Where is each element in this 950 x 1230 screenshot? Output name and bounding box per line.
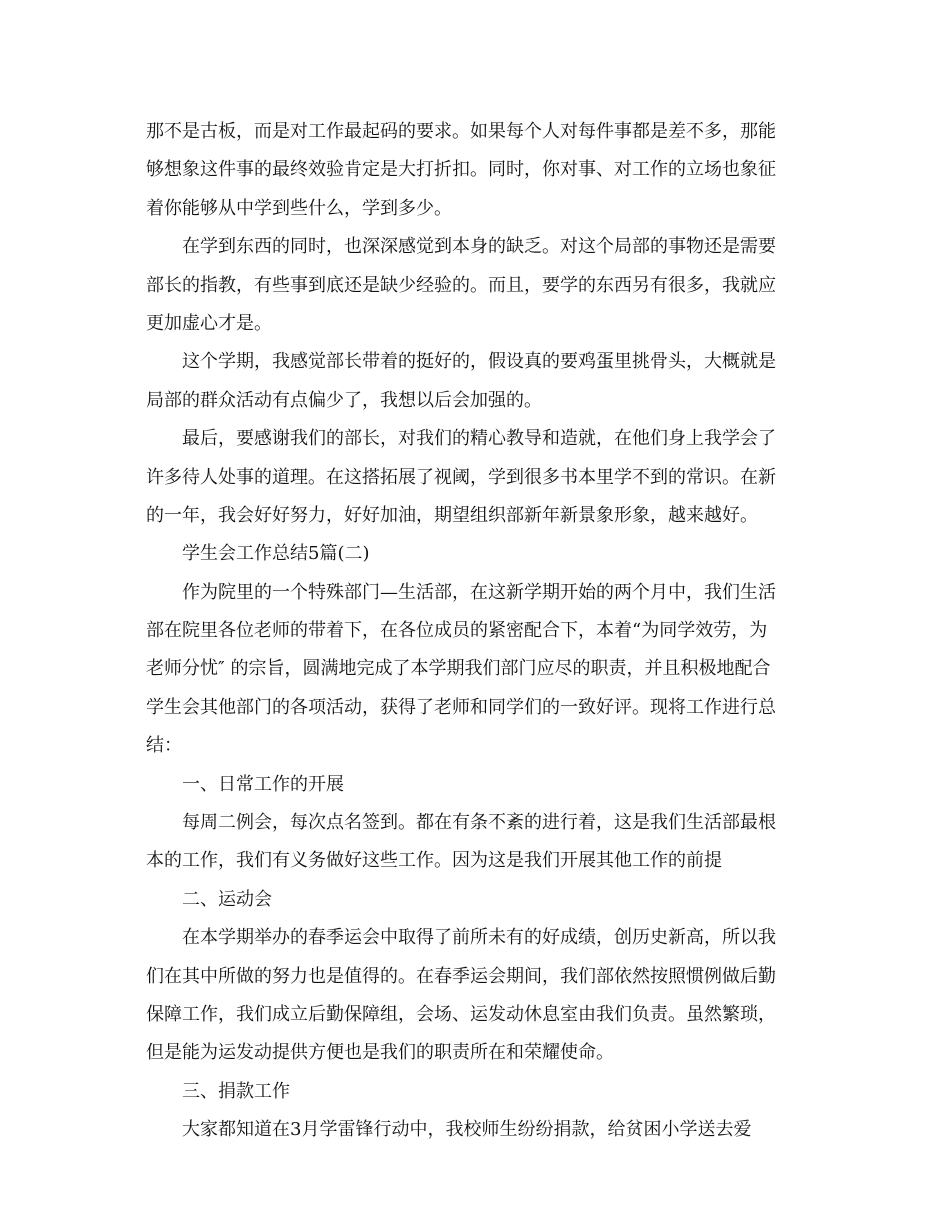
text-line: 的一年，我会好好努力，好好加油，期望组织部新年新景象形象，越来越好。: [146, 504, 758, 526]
text-line: 老师分忧″ 的宗旨，圆满地完成了本学期我们部门应尽的职责，并且积极地配合: [146, 658, 771, 680]
text-line: 但是能为运发动提供方便也是我们的职责所在和荣耀使命。: [146, 1042, 614, 1064]
text-line: 学生会其他部门的各项活动，获得了老师和同学们的一致好评。现将工作进行总: [146, 696, 776, 718]
subheading: 二、运动会: [182, 888, 272, 910]
text-line: 局部的群众活动有点偏少了，我想以后会加强的。: [146, 389, 542, 411]
paragraph-start-line: 在学到东西的同时，也深深感觉到本身的缺乏。对这个局部的事物还是需要: [182, 236, 776, 258]
section-title: 学生会工作总结5篇(二): [182, 543, 370, 565]
text-line: 那不是古板，而是对工作最起码的要求。如果每个人对每件事都是差不多，那能: [146, 121, 776, 142]
paragraph-start-line: 大家都知道在3月学雷锋行动中，我校师生纷纷捐款，给贫困小学送去爱: [182, 1119, 752, 1141]
text-line: 结：: [146, 735, 182, 757]
document-body: [146, 113, 806, 1150]
paragraph-start-line: 作为院里的一个特殊部门—生活部，在这新学期开始的两个月中，我们生活: [182, 581, 776, 603]
text-line: 部长的指教，有些事到底还是缺少经验的。而且，要学的东西另有很多，我就应: [146, 274, 776, 296]
paragraph-start-line: 每周二例会，每次点名签到。都在有条不紊的进行着，这是我们生活部最根: [182, 812, 776, 834]
text-line: 部在院里各位老师的带着下，在各位成员的紧密配合下，本着“为同学效劳，为: [146, 620, 768, 642]
paragraph-start-line: 最后，要感谢我们的部长，对我们的精心教导和造就，在他们身上我学会了: [182, 428, 776, 450]
text-line: 保障工作，我们成立后勤保障组，会场、运发动休息室由我们负责。虽然繁琐，: [146, 1003, 776, 1025]
paragraph-start-line: 这个学期，我感觉部长带着的挺好的，假设真的要鸡蛋里挑骨头，大概就是: [182, 351, 776, 373]
text-line: 本的工作，我们有义务做好这些工作。因为这是我们开展其他工作的前提: [146, 850, 722, 872]
subheading: 三、捐款工作: [182, 1080, 290, 1102]
paragraph-start-line: 在本学期举办的春季运会中取得了前所未有的好成绩，创历史新高，所以我: [182, 927, 776, 949]
text-line: 们在其中所做的努力也是值得的。在春季运会期间，我们部依然按照惯例做后勤: [146, 965, 776, 987]
text-line: 着你能够从中学到些什么，学到多少。: [146, 197, 452, 219]
subheading: 一、日常工作的开展: [182, 773, 344, 795]
text-line: 更加虚心才是。: [146, 312, 272, 334]
text-line: 许多待人处事的道理。在这搭拓展了视阈，学到很多书本里学不到的常识。在新: [146, 466, 776, 488]
text-line: 够想象这件事的最终效验肯定是大打折扣。同时，你对事、对工作的立场也象征: [146, 159, 776, 181]
